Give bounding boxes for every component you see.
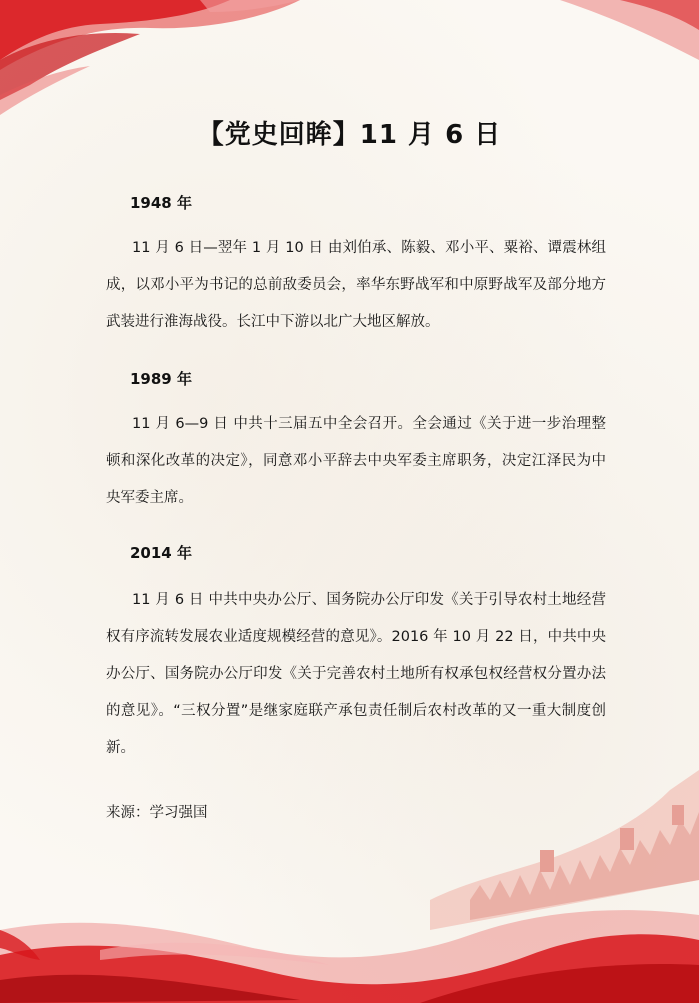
- entry-paragraph-2014: 11 月 6 日 中共中央办公厅、国务院办公厅印发《关于引导农村土地经营权有序流转发展农业适度规模经营的意见》。2016 年 10 月 22 日，中共中央办公厅、国务院办公厅印发《关于完善农村土地所有权承包权经营权分置办法的意见》。“三权分置”是继家庭联产承包责任制后农村改革的又一重大制度创新。: [106, 592, 606, 756]
- year-heading-2014: 2014 年: [130, 544, 192, 562]
- source-attribution: 来源：学习强国: [106, 805, 208, 821]
- page-title: 【党史回眸】11 月 6 日: [197, 120, 502, 150]
- entry-paragraph-1948: 11 月 6 日—翌年 1 月 10 日 由刘伯承、陈毅、邓小平、粟裕、谭震林组成，以邓小平为书记的总前敌委员会，率华东野战军和中原野战军及部分地方武装进行淮海战役。长江中下游以北广大地区解放。: [106, 240, 606, 330]
- year-heading-1948: 1948 年: [130, 194, 192, 212]
- entry-paragraph-1989: 11 月 6—9 日 中共十三届五中全会召开。全会通过《关于进一步治理整顿和深化改革的决定》，同意邓小平辞去中央军委主席职务，决定江泽民为中央军委主席。: [106, 416, 606, 506]
- year-heading-1989: 1989 年: [130, 370, 192, 388]
